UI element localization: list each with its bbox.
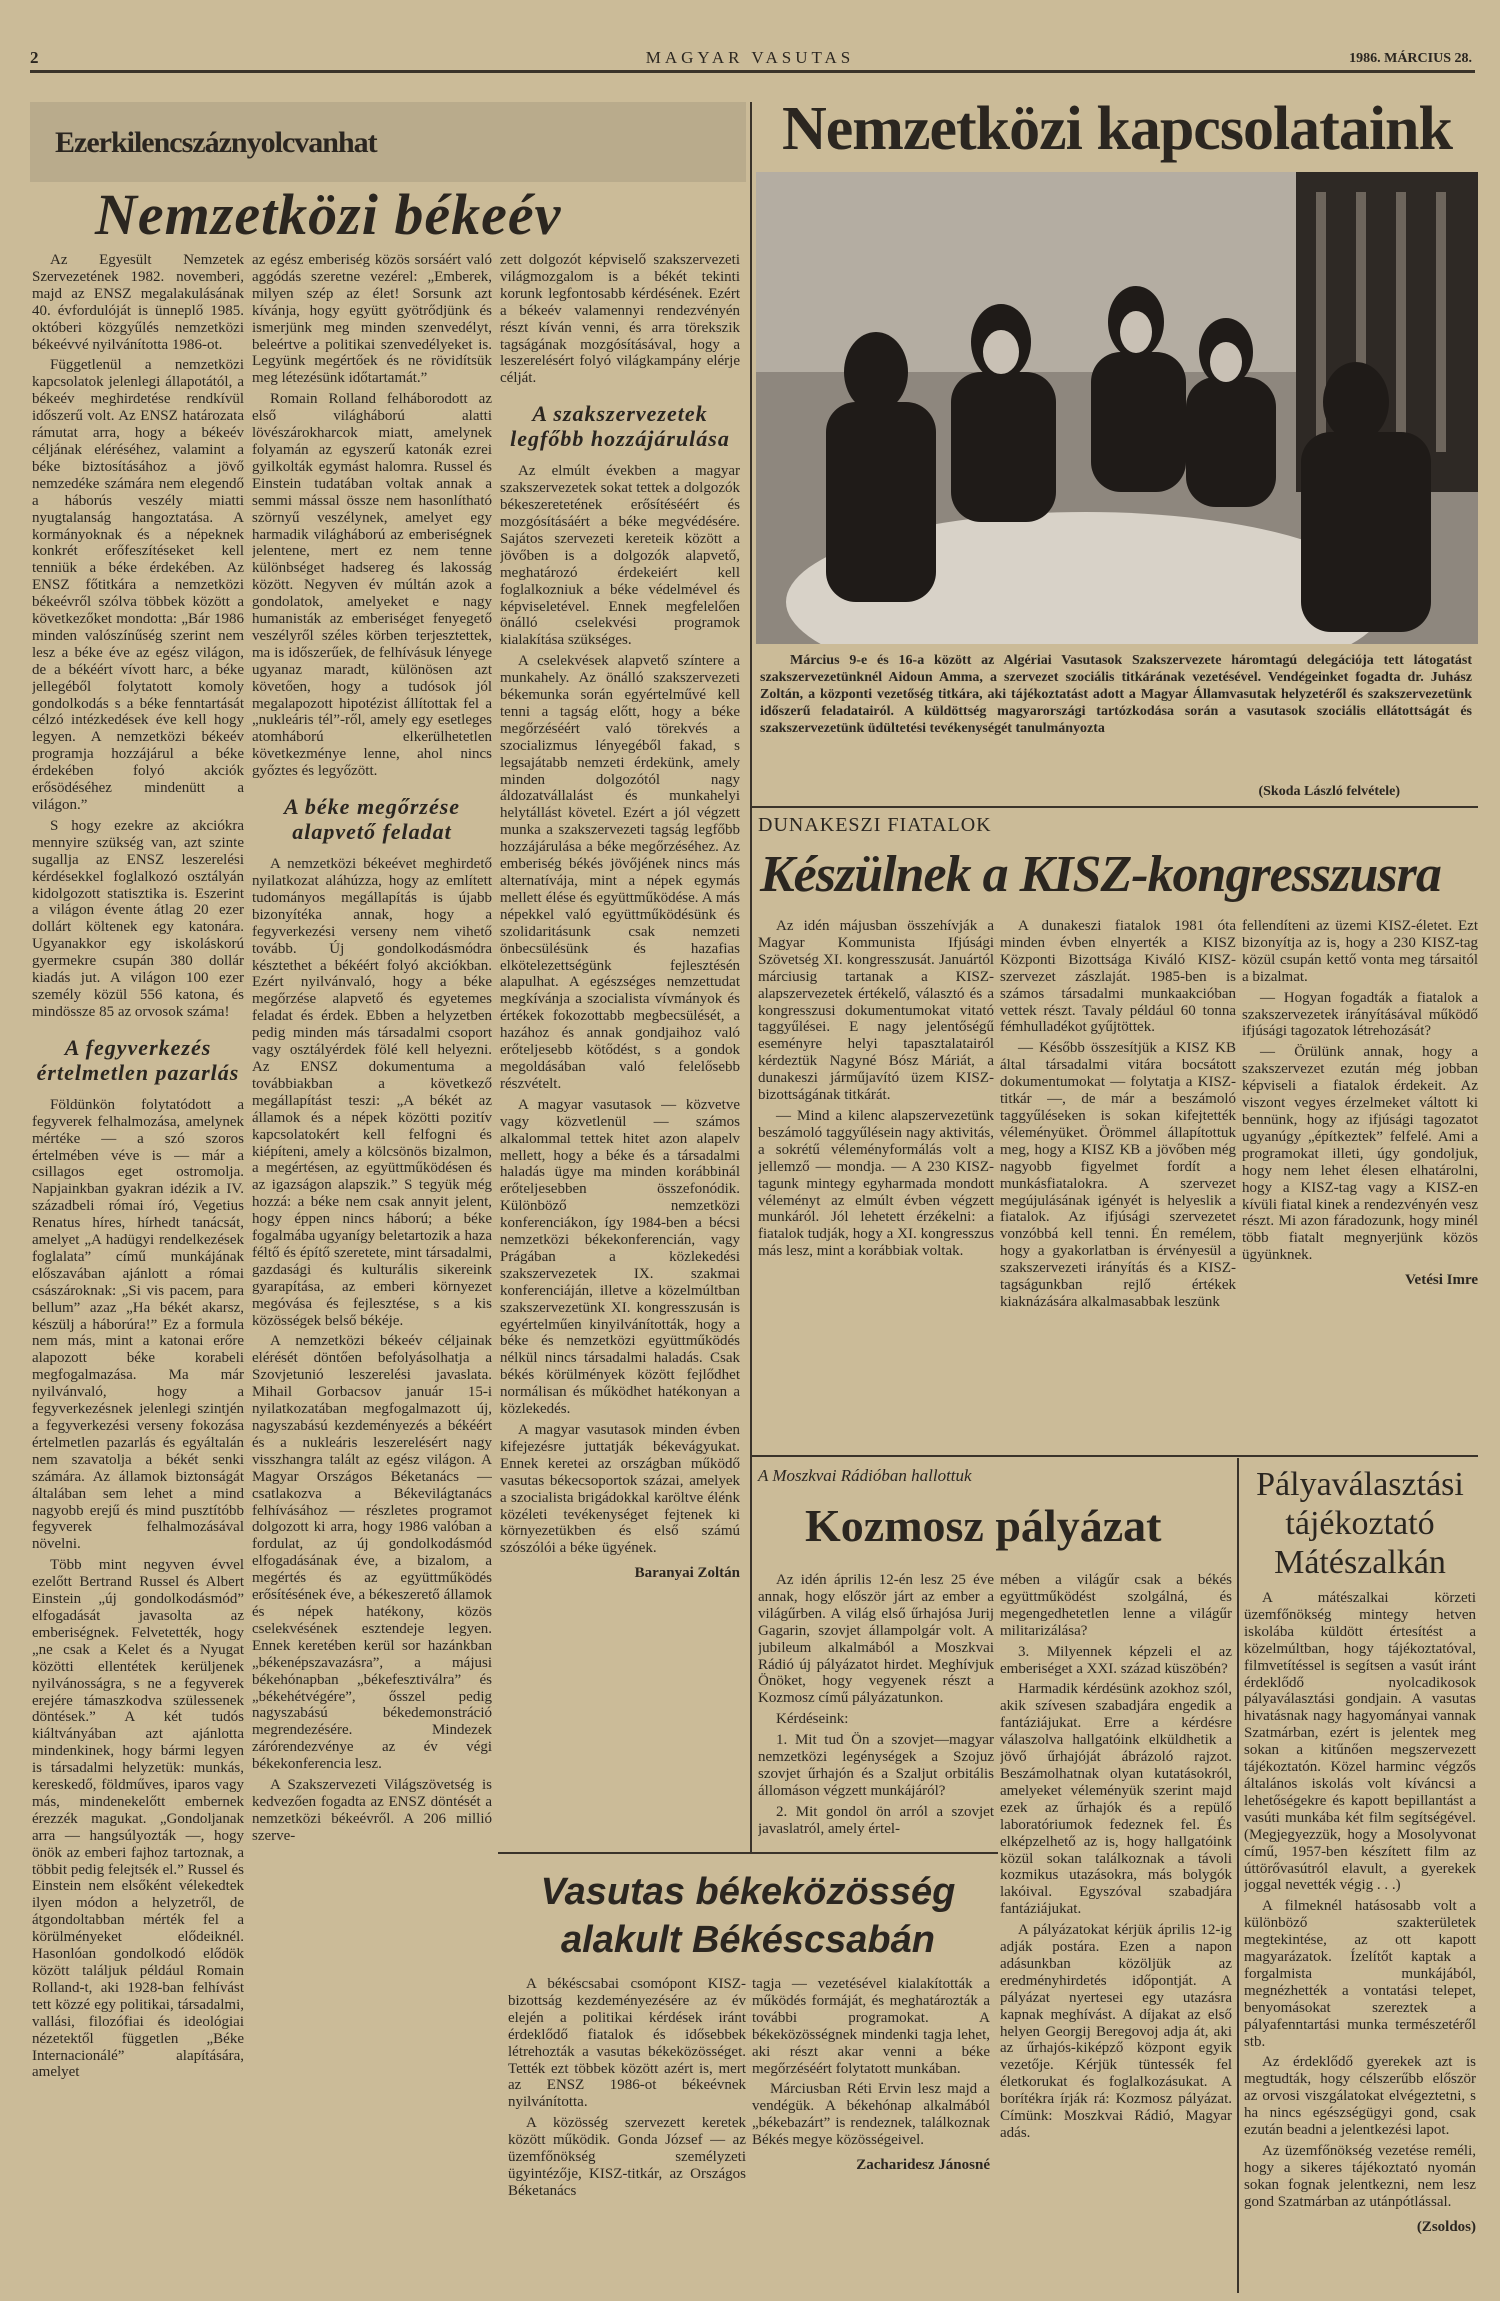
byline: (Zsoldos): [1416, 2218, 1476, 2235]
kozmosz-title: Kozmosz pályázat: [805, 1500, 1162, 1551]
paragraph: Az idén májusban összehívják a Magyar Kommunista Ifjúsági Szövetség XI. kongresszusát. Januártól márciusig tartanak a KISZ-alapszervezetek értékelő, választó és a kongresszusi dokumentumokat vitató taggyűlései. E nagy jelentőségű eseményre helyi tapasztalatairól kérdeztük Nagyné Bósz Máriát, a dunakeszi járműjavító üzem KISZ-bizottságának titkárát.: [758, 918, 994, 1104]
photo-image: [756, 172, 1478, 644]
subheading: A béke megőrzése alapvető feladat: [283, 794, 461, 845]
kozmosz-column-1: [758, 1572, 994, 1847]
paragraph: A mátészalkai körzeti üzemfőnökség mintegy hetven iskolába küldött értesítést a közelmúltban, hogy tájékoztatóval, filmvetítéssel is segítsen a vasút iránt érdeklődő nyolcadikosok pályaválasztási gondjain. A vasutas hivatásnak nagy hagyományai vannak Szatmárban, ezért is jelentek meg sokan a kitűnően megszervezett tájékoztatón. Közel harminc végzős általános iskolás volt kíváncsi a lehetőségekre és kapott bepillantást a vasúti munkába két film segítségével. (Megjegyezzük, hogy a Mosolyvonat című, 1957-ben készített film az úttörővasútról elavult, a gyerekek joggal nevették végig . . .): [1244, 1590, 1476, 1894]
paragraph: Harmadik kérdésünk azokhoz szól, akik szívesen szabadjára engedik a fantáziájukat. Erre a kérdésre válaszolva hallgatóink elküldhetik a jövő űrhajóját ábrázoló rajzot. Beszámolhatnak olyan kutatásokról, amelyeket véleményük szerint majd ezek az űrhajók és a repülő laboratóriumok fedeznek fel. És elképzelhető az is, hogy hallgatóink közül sokan találkoznak a távoli kozmikus utazásokra, más bolygók lakóival. Egyszóval szabadjára fantáziájukat.: [1000, 1681, 1232, 1918]
paragraph: zett dolgozót képviselő szakszervezeti világmozgalom is a békét tekinti korunk legfontosabb kérdésének. Ezért a békeév valamennyi rendezvényén részt kíván venni, és arra törekszik tagságának mozgósításával, hogy a leszerelésért folyó világkampány elérje célját.: [500, 252, 740, 387]
paragraph: tagja — vezetésével kialakították a működés formáját, és meghatározták a további programokat. A békeközösségnek mindenki tagja lehet, aki részt akar venni a béke megőrzéséért folytatott munkában.: [752, 1976, 990, 2077]
paragraph: Több mint negyven évvel ezelőtt Bertrand Russel és Albert Einstein „új gondolkodásmód” elfogadását javasolta az emberiségnek. Felvetették, hogy „ne csak a Kelet és a Nyugat közötti ellentétek kerüljenek nyilvánosságra, s ne a fegyverek erejére támaszkodva szülessenek döntések.” A két tudós kiáltványában azt ajánlotta mindenkinek, hogy bármi legyen is társadalmi helyzetük: munkás, kereskedő, földműves, iparos vagy más, mindenekelőtt embernek érezzék magukat. „Gondoljanak arra — hangsúlyozták —, hogy önök az emberi fajhoz tartoznak, a többit pedig felejtsék el.” Russel és Einstein nem elsőként vélekedtek ilyen módon a helyzetről, de átgondoltabban mérték fel a körülményeket elődeiknél. Hasonlóan gondolkodó elődök között találjuk például Romain Rolland-t, aki 1928-ban felhívást tett közzé egy politikai, társadalmi, vallási, filozófiai és ideológiai nézetektől független „Béke Internacionálé” alapítására, amelyet: [32, 1557, 244, 2081]
paragraph: Függetlenül a nemzetközi kapcsolatok jelenlegi állapotától, a békeév meghirdetése rendkívül időszerű volt. Az ENSZ határozata rámutat arra, hogy a békeév céljának eléréséhez, valamint a béke biztosításához a jövő nemzedéke számára nem elegendő a háborús veszély miatti nyugtalanság hangoztatása. A kormányoknak és a népeknek konkrét erőfeszítéseket kell tenniük a béke érdekében. Az ENSZ főtitkára a nemzetközi békeévről szólva többek között a következőket mondotta: „Bár 1986 minden valószínűség szerint nem lesz a béke éve az egész világon, de a békéért vívott harc, a béke jellegéből folytatott komoly gondolkodás s a béke fenntartását célzó intézkedések éve kell hogy legyen. A nemzetközi békeév programja hozzájárul a béke érdekében folyó akciók erősödéséhez mindenütt a világon.”: [32, 357, 244, 813]
paragraph: 3. Milyennek képzeli el az emberiséget a XXI. század küszöbén?: [1000, 1643, 1232, 1677]
kisz-column-3: [1242, 918, 1478, 1448]
peace-column-1: [32, 252, 244, 2292]
paragraph: A cselekvések alapvető színtere a munkahely. Az önálló szakszervezeti békemunka során egyértelművé kell tenni a tagság előtt, hogy a béke megőrzéséért való törekvés a szocializmus lényegéből fakad, s legsajátabb nemzeti érdekünk, amely minden dolgozótól nagy áldozatvállalást és munkahelyi helytállást követel. Ezért a jól végzett munka a szakszervezeti tagság legfőbb hozzájárulása a béke megőrzéséhez. Az emberiség békés jövőjének nincs más alternatívája, mint a népek egymás mellett élése és együttműködése. A más népekkel való együttműködésünk és szolidaritásunk csak nemzeti önbecsülésünk és hazafias elkötelezettségünk fejlesztésén alapulhat. A egészséges nemzettudat megkívánja a szocialista vívmányok és értékek fokozottabb megbecsülését, a hazához és annak gondjaihoz való erőteljesebb kötődést, s a gondok megoldásában való felelősebb részvételt.: [500, 653, 740, 1092]
subheading: A szakszervezetek legfőbb hozzájárulása: [510, 401, 730, 452]
paragraph: Az Egyesült Nemzetek Szervezetének 1982. novemberi, majd az ENSZ megalakulásának 40. évfordulóját is ünneplő 1985. októberi közgyűlés nemzetközi békeévvé nyilvánította 1986-ot.: [32, 252, 244, 353]
issue-date: 1986. MÁRCIUS 28.: [1349, 51, 1472, 66]
paragraph: — Örülünk annak, hogy a szakszervezet ezután még jobban képviseli a fiatalok érdekeit. Az viszont vegyes érzelmeket váltott ki bennünk, hogy az ifjúsági tagozatot ugyanúgy „építkeztek” felfelé. Ami a programokat illeti, úgy gondoljuk, hogy nem lehet élesen elhatárolni, hogy a KISZ-tag vagy a KISZ-en kívüli fiatal kinek a rendezvényén vesz részt. Mi azon fáradozunk, hogy minél több fiatalt megnyerjünk közös ügyünknek.: [1242, 1044, 1478, 1264]
section-rule-2: [752, 1455, 1478, 1457]
bekescsaba-title-line-1: Vasutas békeközösség: [540, 1871, 956, 1913]
paragraph: Az elmúlt években a magyar szakszervezetek sokat tettek a dolgozók békeszeretetének erősítéséért és mozgósításáért a béke megvédésére. Sajátos szervezeti kereteik között a jövőben is a dolgozók alapvető, meghatározó érdekeiért kell foglalkozniuk a béke védelmével és képviseletével. Ennek megfelelően önálló cselekvési programok kialakítása szükséges.: [500, 463, 740, 649]
paragraph: Romain Rolland felháborodott az első világháború alatti lövészárokharcok miatt, amelynek folyamán az egyszerű katonák ezrei gyilkolták egymást halomra. Russel és Einstein tudatában voltak annak a semmi mással össze nem hasonlítható szörnyű veszélynek, amelyet egy harmadik világháború az emberiségnek jelentene, mert ez nem tenne különbséget hadsereg és lakosság között. Negyven év múltán azok a gondolatok, amelyeket e nagy humanisták az emberiséget fenyegető veszélyről széles körben terjesztettek, ma is időszerűek, de felhívásuk lényege ugyanaz maradt, különösen azt követően, hogy a tudósok jól megalapozott hipotézist állítottak fel a „nukleáris tél”-ről, amely egy esetleges atomháború elkerülhetetlen következménye lenne, ahol nincs győztes és legyőzött.: [252, 391, 492, 780]
paragraph: 2. Mit gondol ön arról a szovjet javaslatról, amely értel-: [758, 1803, 994, 1837]
paragraph: A nemzetközi békeév céljainak elérését döntően befolyásolhatja a Szovjetunió leszerelési javaslata. Mihail Gorbacsov január 15-i nyilatkozatában megfogalmazott új, nagyszabású kezdeményezés a békéért és a nukleáris leszerelésért nagy visszhangra talált az egész világon. A Magyar Országos Béketanács — csatlakozva a Békevilágtanács felhívásához — részletes programot dolgozott ki arra, hogy 1986 valóban a fordulat, az új gondolkodásmód elfogadásának éve, a bizalom, a megértés és az együttműködés erősítésének éve, a békeszerető államok és népek hatékony, közös cselekvésének esztendeje legyen. Ennek keretében kerül sor hazánkban „békenépszavazásra”, a májusi békehónapban „békefesztiválra” és „békehétvégére”, ősszel pedig nagyszabású békedemonstráció megrendezésére. Mindezek zárórendezvénye az év végi békekonferencia lesz.: [252, 1333, 492, 1773]
paragraph: — Hogyan fogadták a fiatalok a szakszervezetek irányításával működő ifjúsági tagozatok létrehozását?: [1242, 989, 1478, 1040]
paragraph: 1. Mit tud Ön a szovjet—magyar nemzetközi legénységek a Szojuz szovjet űrhajón és a Szaljut orbitális állomáson végzett munkájáról?: [758, 1732, 994, 1799]
section-rule: [752, 806, 1478, 808]
kisz-title: Készülnek a KISZ-kongresszusra: [760, 846, 1441, 903]
kisz-kicker: DUNAKESZI FIATALOK: [758, 814, 992, 836]
section-rule-3: [498, 1852, 998, 1854]
subheading: A fegyverkezés értelmetlen pazarlás: [36, 1034, 240, 1085]
paragraph: A közösség szervezett keretek között működik. Gonda József — az üzemfőnökség személyzeti ügyintézője, KISZ-titkár, az Országos Béketanács: [508, 2115, 746, 2199]
paragraph: A békéscsabai csomópont KISZ-bizottság kezdeményezésére az év elején a politikai kérdések iránt érdeklődő fiatalok és idősebbek létrehozták a vasutas békeközösséget. Tették ezt többek között azért is, mert az ENSZ 1986-ot békeévnek nyilvánította.: [508, 1976, 746, 2111]
career-title-line-3: Mátészalkán: [1274, 1544, 1446, 1581]
photo-credit: (Skoda László felvétele): [1258, 784, 1400, 799]
paragraph: S hogy ezekre az akciókra mennyire szükség van, azt szinte sugallja az ENSZ leszerelési kérdésekkel foglalkozó osztályán kidolgozott statisztika is. Eszerint a világon évente átlag 20 ezer dollárt költenek egy katonára. Ugyanakkor egy iskoláskorú gyermekre csupán 380 dollár kiadás jut. A világon 100 ezer személy közül 556 katona, és mindössze 85 az orvosok száma!: [32, 817, 244, 1020]
paragraph: A pályázatokat kérjük április 12-ig adják postára. Ezen a napon adásunkban közöljük az eredményhirdetés időpontját. A pályázat nyertesei egy utazásra kapnak meghívást. A díjakat az első helyen Georgij Beregovoj adja át, aki az űrhajós-kiképző központ egyik vezetője. Kérjük tüntessék fel életkorukat és foglalkozásukat. A borítékra írják rá: Kozmosz pályázat. Címünk: Moszkvai Rádió, Magyar adás.: [1000, 1922, 1232, 2141]
career-title-line-2: tájékoztató: [1285, 1505, 1435, 1542]
byline: Zacharidesz Jánosné: [856, 2157, 990, 2174]
paragraph: — Mind a kilenc alapszervezetünk beszámoló taggyűlésein nagy aktivitás, a sokrétű véleményformálás volt a jellemző — mondja. — A 230 KISZ-tagunk mintegy egyharmada mondott véleményt az elmúlt évben végzett munkáról. Jól lehetett érzékelni: a fiatalok tudják, hogy a XI. kongresszus más lesz, mint a korábbiak voltak.: [758, 1107, 994, 1260]
paragraph: A Szakszervezeti Világszövetség is kedvezően fogadta az ENSZ döntését a nemzetközi békeévről. A 206 millió szerve-: [252, 1777, 492, 1844]
paragraph: A nemzetközi békeévet meghirdető nyilatkozat aláhúzza, hogy az említett tudományos megállapítás is újabb bizonyítéka annak, hogy a fegyverkezési verseny nem vihető tovább. Új gondolkodásmódra késztethet a békéért folyó akciókban. Ezért nyilvánvaló, hogy a béke megőrzése alapvető és egyetemes feladat és érdek. Ebben a helyzetben pedig minden más társadalmi csoport vagy osztályérdek fölé kell helyezni. Az ENSZ dokumentuma a továbbiakban a következő megállapítást teszi: „A békét az államok és a népek közötti pozitív kapcsolatokért kell felfogni és kiépíteni, amely a kölcsönös bizalmon, a megértésen, az együttműködésen és az igazságon alapszik.” S tegyük még hozzá: a béke nem csak annyit jelent, hogy éppen nincs háború; a béke fogalmába ugyanígy beletartozik a haza féltő és építő szeretete, mint társadalmi, gazdasági és kulturális sikereink gyarapítása, az emberi környezet megóvása és fejlesztése, s a kis közösségek belső békéje.: [252, 856, 492, 1329]
paragraph: Kérdéseink:: [776, 1711, 849, 1728]
peace-column-3: [500, 252, 740, 1845]
kisz-column-1: [758, 918, 994, 1448]
bekescsaba-title-line-2: alakult Békéscsabán: [561, 1919, 935, 1961]
paragraph: fellendíteni az üzemi KISZ-életet. Ezt bizonyítja az is, hogy a 230 KISZ-tag közül csupán kettő vonta meg társaitól a bizalmat.: [1242, 918, 1478, 985]
paragraph: az egész emberiség közös sorsáért való aggódás szeretne vezérel: „Emberek, milyen szép az élet! Sorsunk azt kívánja, hogy együtt gyötrődjünk és ismerjünk meg minden szenvedélyt, beleértve a politikai szenvedélyeket is. Legyünk megértőek és ne rövidítsük meg létezésünk időtartamát.”: [252, 252, 492, 387]
paragraph: A dunakeszi fiatalok 1981 óta minden évben elnyerték a KISZ Központi Bizottsága Kiváló KISZ-szervezet zászlaját. 1985-ben is számos társadalmi munkaakcióban vettek részt. Tavaly például 60 tonna fémhulladékot gyűjtöttek.: [1000, 918, 1236, 1036]
peace-column-2: [252, 252, 492, 2292]
paragraph: A magyar vasutasok minden évben kifejezésre juttatják békevágyukat. Ennek keretei az országban működő vasutas békecsoportok százai, amelyek a szocialista brigádokkal karöltve élénk közéleti tevékenységet fejtenek ki környezetükben és első számú szószólói a béke ügyének.: [500, 1422, 740, 1557]
masthead-rule: [30, 70, 1475, 73]
kozmosz-kicker: A Moszkvai Rádióban hallottuk: [758, 1466, 972, 1485]
page-number: 2: [30, 48, 39, 67]
bekescsaba-column-1: [508, 1976, 746, 2292]
career-title-line-1: Pályaválasztási: [1256, 1466, 1464, 1503]
peace-kicker: Ezerkilencszáznyolcvanhat: [55, 126, 377, 159]
paragraph: Márciusban Réti Ervin lesz majd a vendégük. A békehónap alkalmából „békebazárt” is rendeznek, találkoznak Békés megye közösségeivel.: [752, 2081, 990, 2149]
peace-title: Nemzetközi békeév: [95, 182, 562, 247]
paragraph: Az üzemfőnökség vezetése reméli, hogy a sikeres tájékoztató nyomán sokan fognak jelentkezni, nem lesz gond Szatmárban az utánpótlással.: [1244, 2143, 1476, 2210]
paragraph: Az érdeklődő gyerekek azt is megtudták, hogy célszerűbb először az orvosi viszgálatokat elvégeztetni, s ha nincs egészségügyi gond, csak ezután beadni a jelentkezési lapot.: [1244, 2054, 1476, 2139]
paragraph: — Később összesítjük a KISZ KB által társadalmi vitára bocsátott dokumentumokat — folytatja a KISZ-titkár —, de már a beszámoló taggyűléseken is sokan kifejtették véleményüket. Örömmel állapítottuk meg, hogy a KISZ KB a jövőben még nagyobb figyelmet fordít a munkásfiatalokra. A szervezet megújulásának igényét is helyeslik a fiatalok. Az ifjúsági szervezetet vonzóbbá kell tenni. Én remélem, hogy a gyakorlatban is érvényesül a szakszervezeti irányítás és a KISZ-tagságunkban rejlő értékek kiaknázására alkalmasabbak leszünk: [1000, 1040, 1236, 1310]
newspaper-title: MAGYAR VASUTAS: [645, 48, 855, 67]
kisz-column-2: [1000, 918, 1236, 1448]
kozmosz-column-2: [1000, 1572, 1232, 2292]
photo-caption: Március 9-e és 16-a között az Algériai Vasutasok Szakszervezete háromtagú delegációja tett látogatást szakszervezetünknél Aidoun Amma, a szervezet szociális titkárának vezetésével. Vendégeinket fogadta dr. Juhász Zoltán, a központi vezetőség titkára, aki tájékoztatást adott a Magyar Államvasutak helyzetéről és szakszervezetünk időszerű feladatairól. A küldöttség magyarországi tartózkodása során a vasutasok szociális ellátottságát és szakszervezetünk üdültetési tevékenységét tanulmányozta: [760, 653, 1472, 736]
paragraph: mében a világűr csak a békés együttműködést szolgálná, és megengedhetetlen lenne a világűr militarizálása?: [1000, 1572, 1232, 1639]
relations-title: Nemzetközi kapcsolataink: [782, 95, 1453, 163]
paragraph: A magyar vasutasok — közvetve vagy közvetlenül — számos alkalommal tettek hitet azon alapelv mellett, hogy a béke és a társadalmi haladás ügye ma minden korábbinál erőteljesebben összefonódik. Különböző nemzetközi konferenciákon, így 1984-ben a bécsi nemzetközi békekonferencián, vagy Prágában a közlekedési szakszervezetek IX. szakmai konferenciáján, illetve a közelmúltban szakszervezetünk XI. kongresszusán is egyértelműen kinyilvánították, hogy a béke és nemzetközi együttműködés nélkül nincs társadalmi haladás. Csak békés körülmények között fejlődhet normálisan és működhet hatékonyan a közlekedés.: [500, 1096, 740, 1418]
bekescsaba-column-2: [752, 1976, 990, 2292]
paragraph: Földünkön folytatódott a fegyverek felhalmozása, amelynek mértéke — a szó szoros értelmében véve is — már a csillagos eget ostromolja. Napjainkban gyakran idézik a IV. századbeli római író, Vegetius Renatus híres, hírhedt tanácsát, amelyet „A hadügyi rendelkezések foglalata” című munkájának előszavában ajánlott a római császároknak: „Si vis pacem, para bellum” azaz „Ha békét akarsz, készülj a háborúra!” Ez a formula nem más, mint a katonai erőre alapozott béke korabeli megfogalmazása. Ma már nyilvánvaló, hogy a fegyverkezésnek jelenlegi szintjén a fegyverkezési verseny fokozása értelmetlen pazarlás és egyáltalán nem szavatolja a békét senki számára. Az államok biztonságát általában sem lehet a mind nagyobb erejű és mind pusztítóbb fegyverek felhalmozásával növelni.: [32, 1096, 244, 1553]
paragraph: A filmeknél hatásosabb volt a különböző szakterületek megtekintése, az ott kapott magyarázatok. Ízelítőt kaptak a forgalmista munkájából, megnézhették a vontatási telepet, benyomásokat szereztek a pályafenntartási munka természetéről stb.: [1244, 1898, 1476, 2050]
column-divider: [750, 102, 752, 1852]
byline: Vetési Imre: [1405, 1272, 1478, 1289]
delegation-photo: [756, 172, 1478, 644]
paragraph: Az idén április 12-én lesz 25 éve annak, hogy először járt az ember a világűrben. A világ első űrhajósa Jurij Gagarin, szovjet állampolgár volt. A jubileum alkalmából a Moszkvai Rádió új pályázatot hirdet. Meghívjuk Önöket, hogy vegyenek részt a Kozmosz című pályázatunkon.: [758, 1572, 994, 1707]
column-divider-2: [1237, 1458, 1239, 2293]
byline: Baranyai Zoltán: [634, 1565, 740, 1582]
career-column: [1244, 1590, 1476, 2293]
